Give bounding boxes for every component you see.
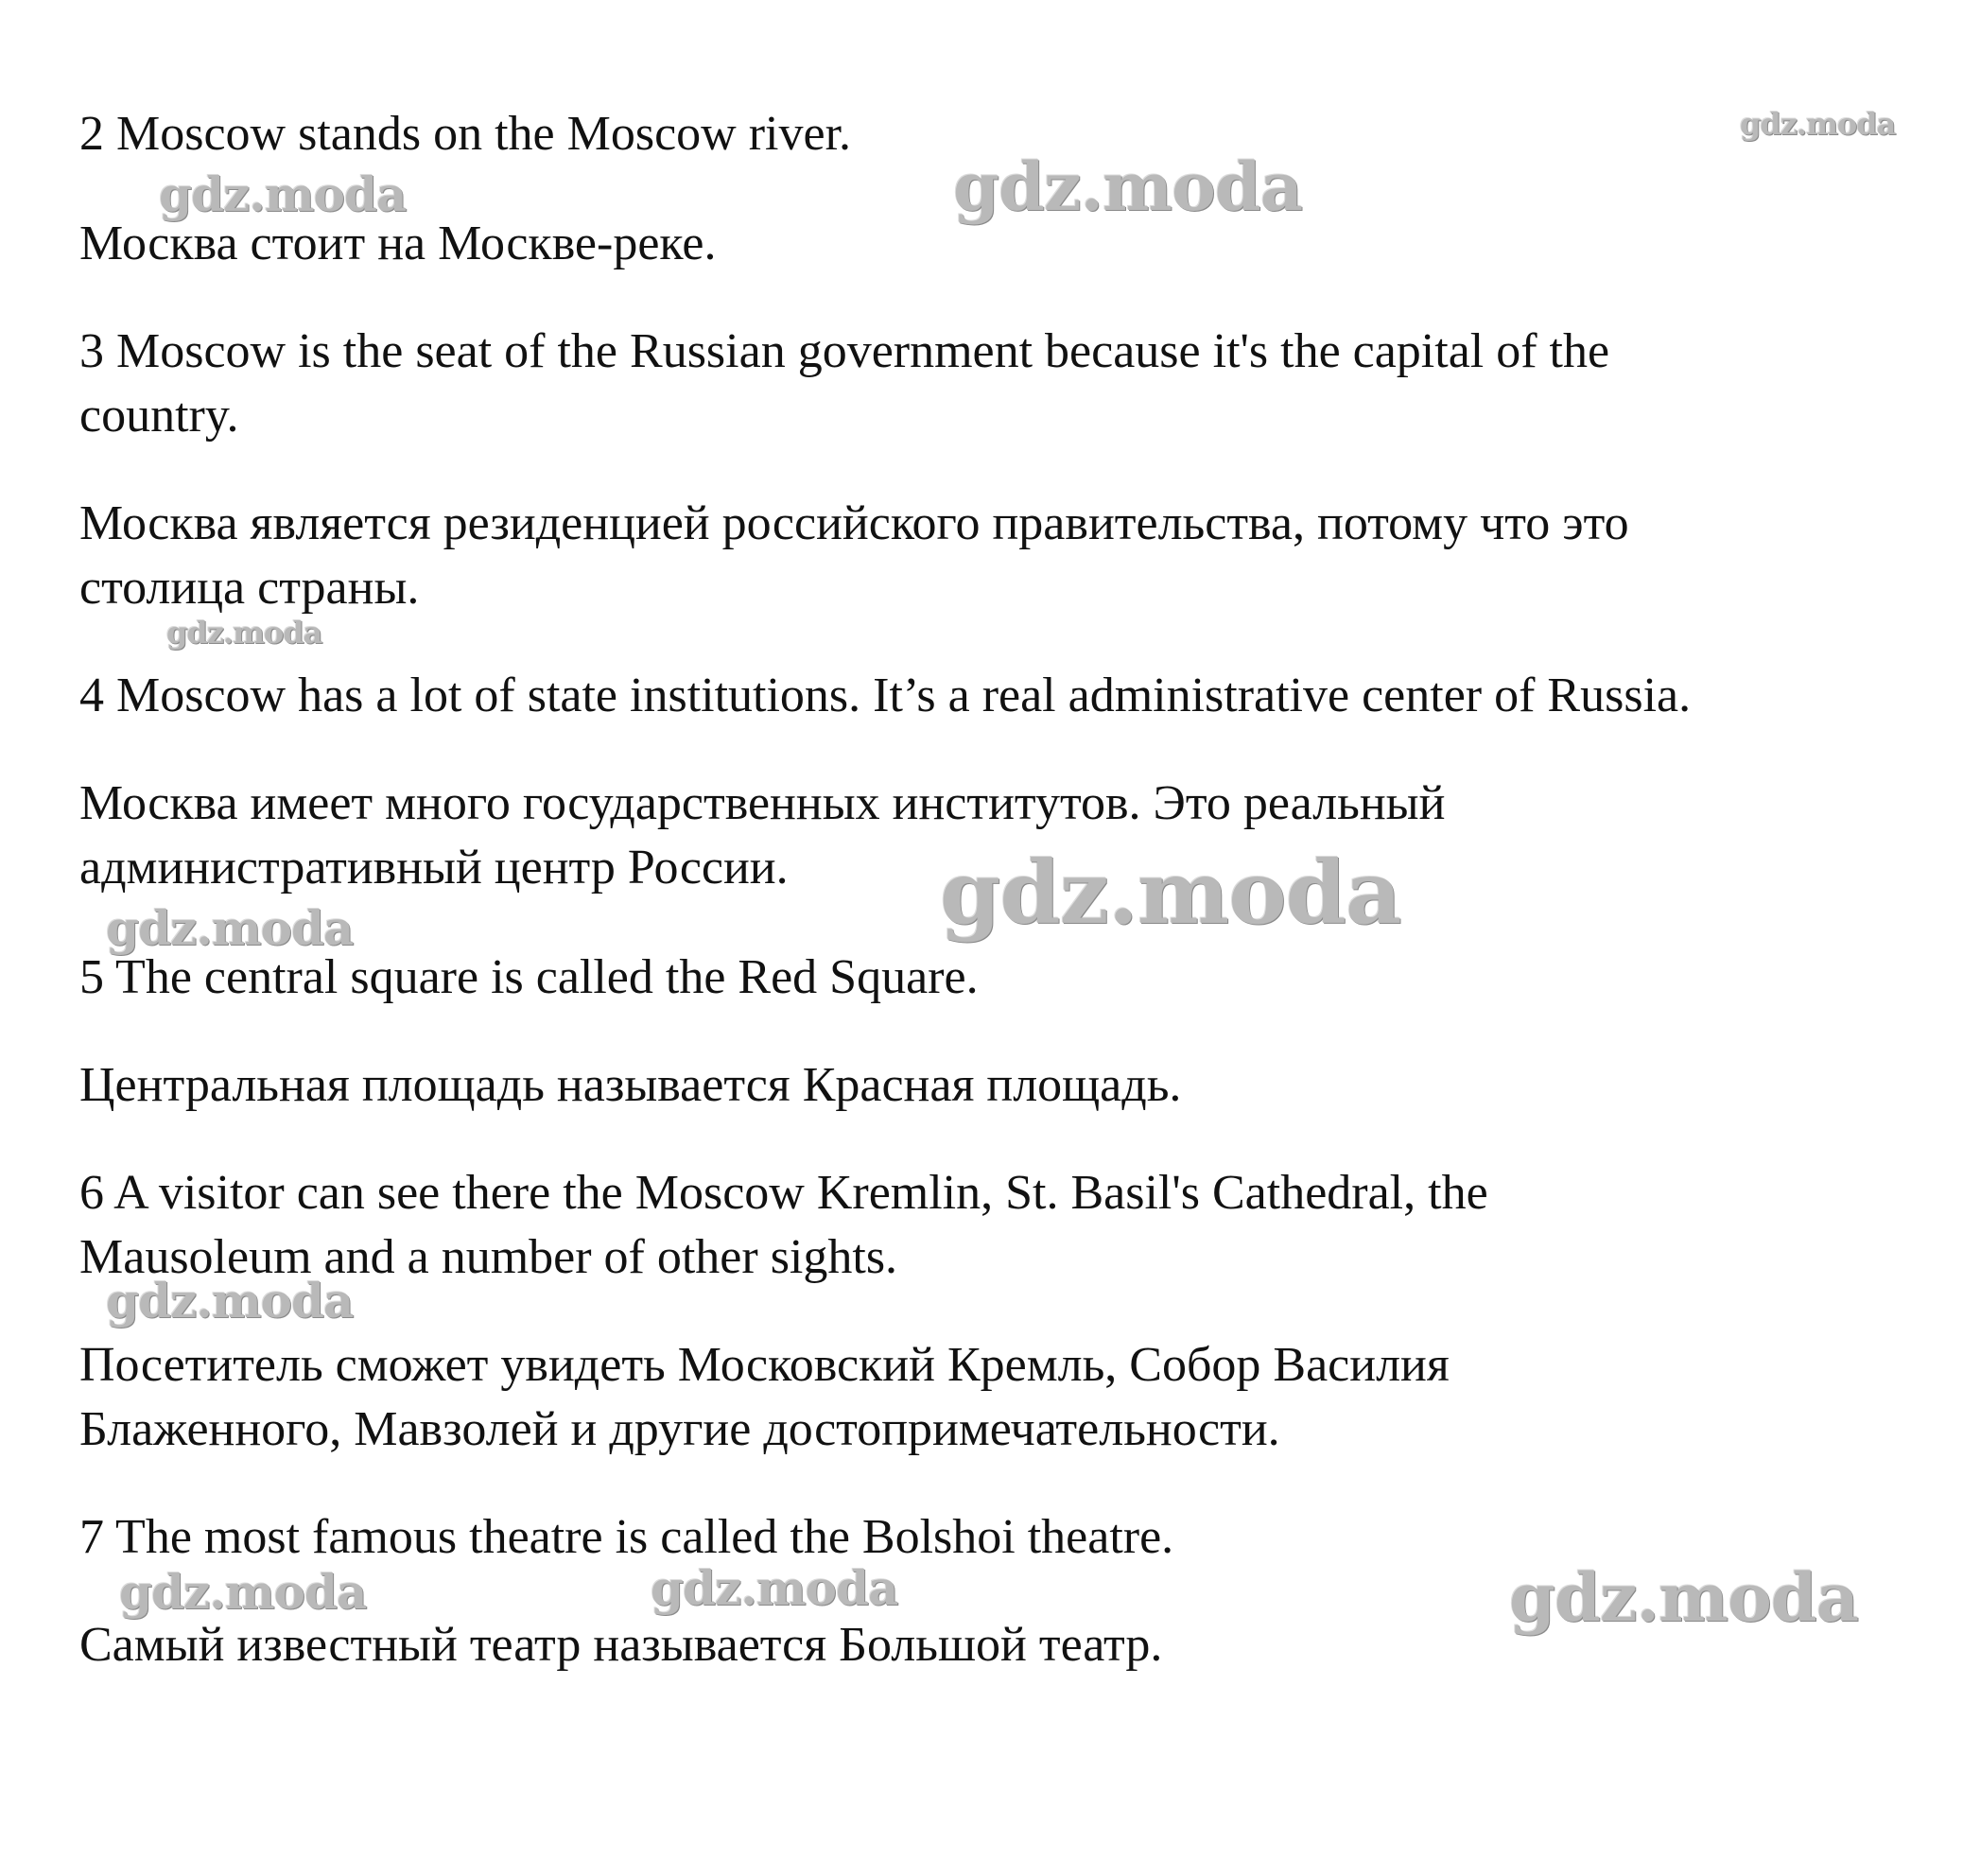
sentence-en: 7 The most famous theatre is called the Bolshoi theatre. xyxy=(79,1510,1174,1564)
watermark-logo: gdz.moda xyxy=(106,900,354,956)
sentence-ru: столица страны. xyxy=(79,561,420,615)
sentence-ru: Самый известный театр называется Большой театр. xyxy=(79,1618,1163,1672)
sentence-en: 5 The central square is called the Red Square. xyxy=(79,950,979,1004)
watermark-logo: gdz.moda xyxy=(651,1560,898,1616)
sentence-en: country. xyxy=(79,389,239,443)
watermark-logo: gdz.moda xyxy=(1509,1558,1859,1637)
watermark-logo: gdz.moda xyxy=(1740,106,1896,142)
watermark-logo: gdz.moda xyxy=(166,615,322,651)
watermark-logo: gdz.moda xyxy=(953,148,1303,226)
watermark-logo: gdz.moda xyxy=(106,1273,354,1329)
watermark-logo: gdz.moda xyxy=(940,842,1401,944)
sentence-en: Mausoleum and a number of other sights. xyxy=(79,1230,898,1284)
sentence-ru: Посетитель сможет увидеть Московский Кремль, Собор Василия xyxy=(79,1338,1450,1392)
sentence-en: 3 Moscow is the seat of the Russian government because it's the capital of the xyxy=(79,324,1610,378)
sentence-ru: Москва имеет много государственных институтов. Это реальный xyxy=(79,776,1446,830)
sentence-ru: Москва является резиденцией российского правительства, потому что это xyxy=(79,496,1629,550)
watermark-logo: gdz.moda xyxy=(159,166,407,222)
sentence-ru: административный центр России. xyxy=(79,841,789,895)
watermark-logo: gdz.moda xyxy=(119,1564,367,1620)
sentence-en: 2 Moscow stands on the Moscow river. xyxy=(79,107,852,161)
sentence-en: 6 A visitor can see there the Moscow Kremlin, St. Basil's Cathedral, the xyxy=(79,1166,1488,1220)
sentence-ru: Москва стоит на Москве-реке. xyxy=(79,217,717,270)
sentence-ru: Блаженного, Мавзолей и другие достопримечательности. xyxy=(79,1402,1280,1456)
sentence-en: 4 Moscow has a lot of state institutions. It’s a real administrative center of Russia. xyxy=(79,669,1692,722)
sentence-ru: Центральная площадь называется Красная площадь. xyxy=(79,1058,1182,1112)
